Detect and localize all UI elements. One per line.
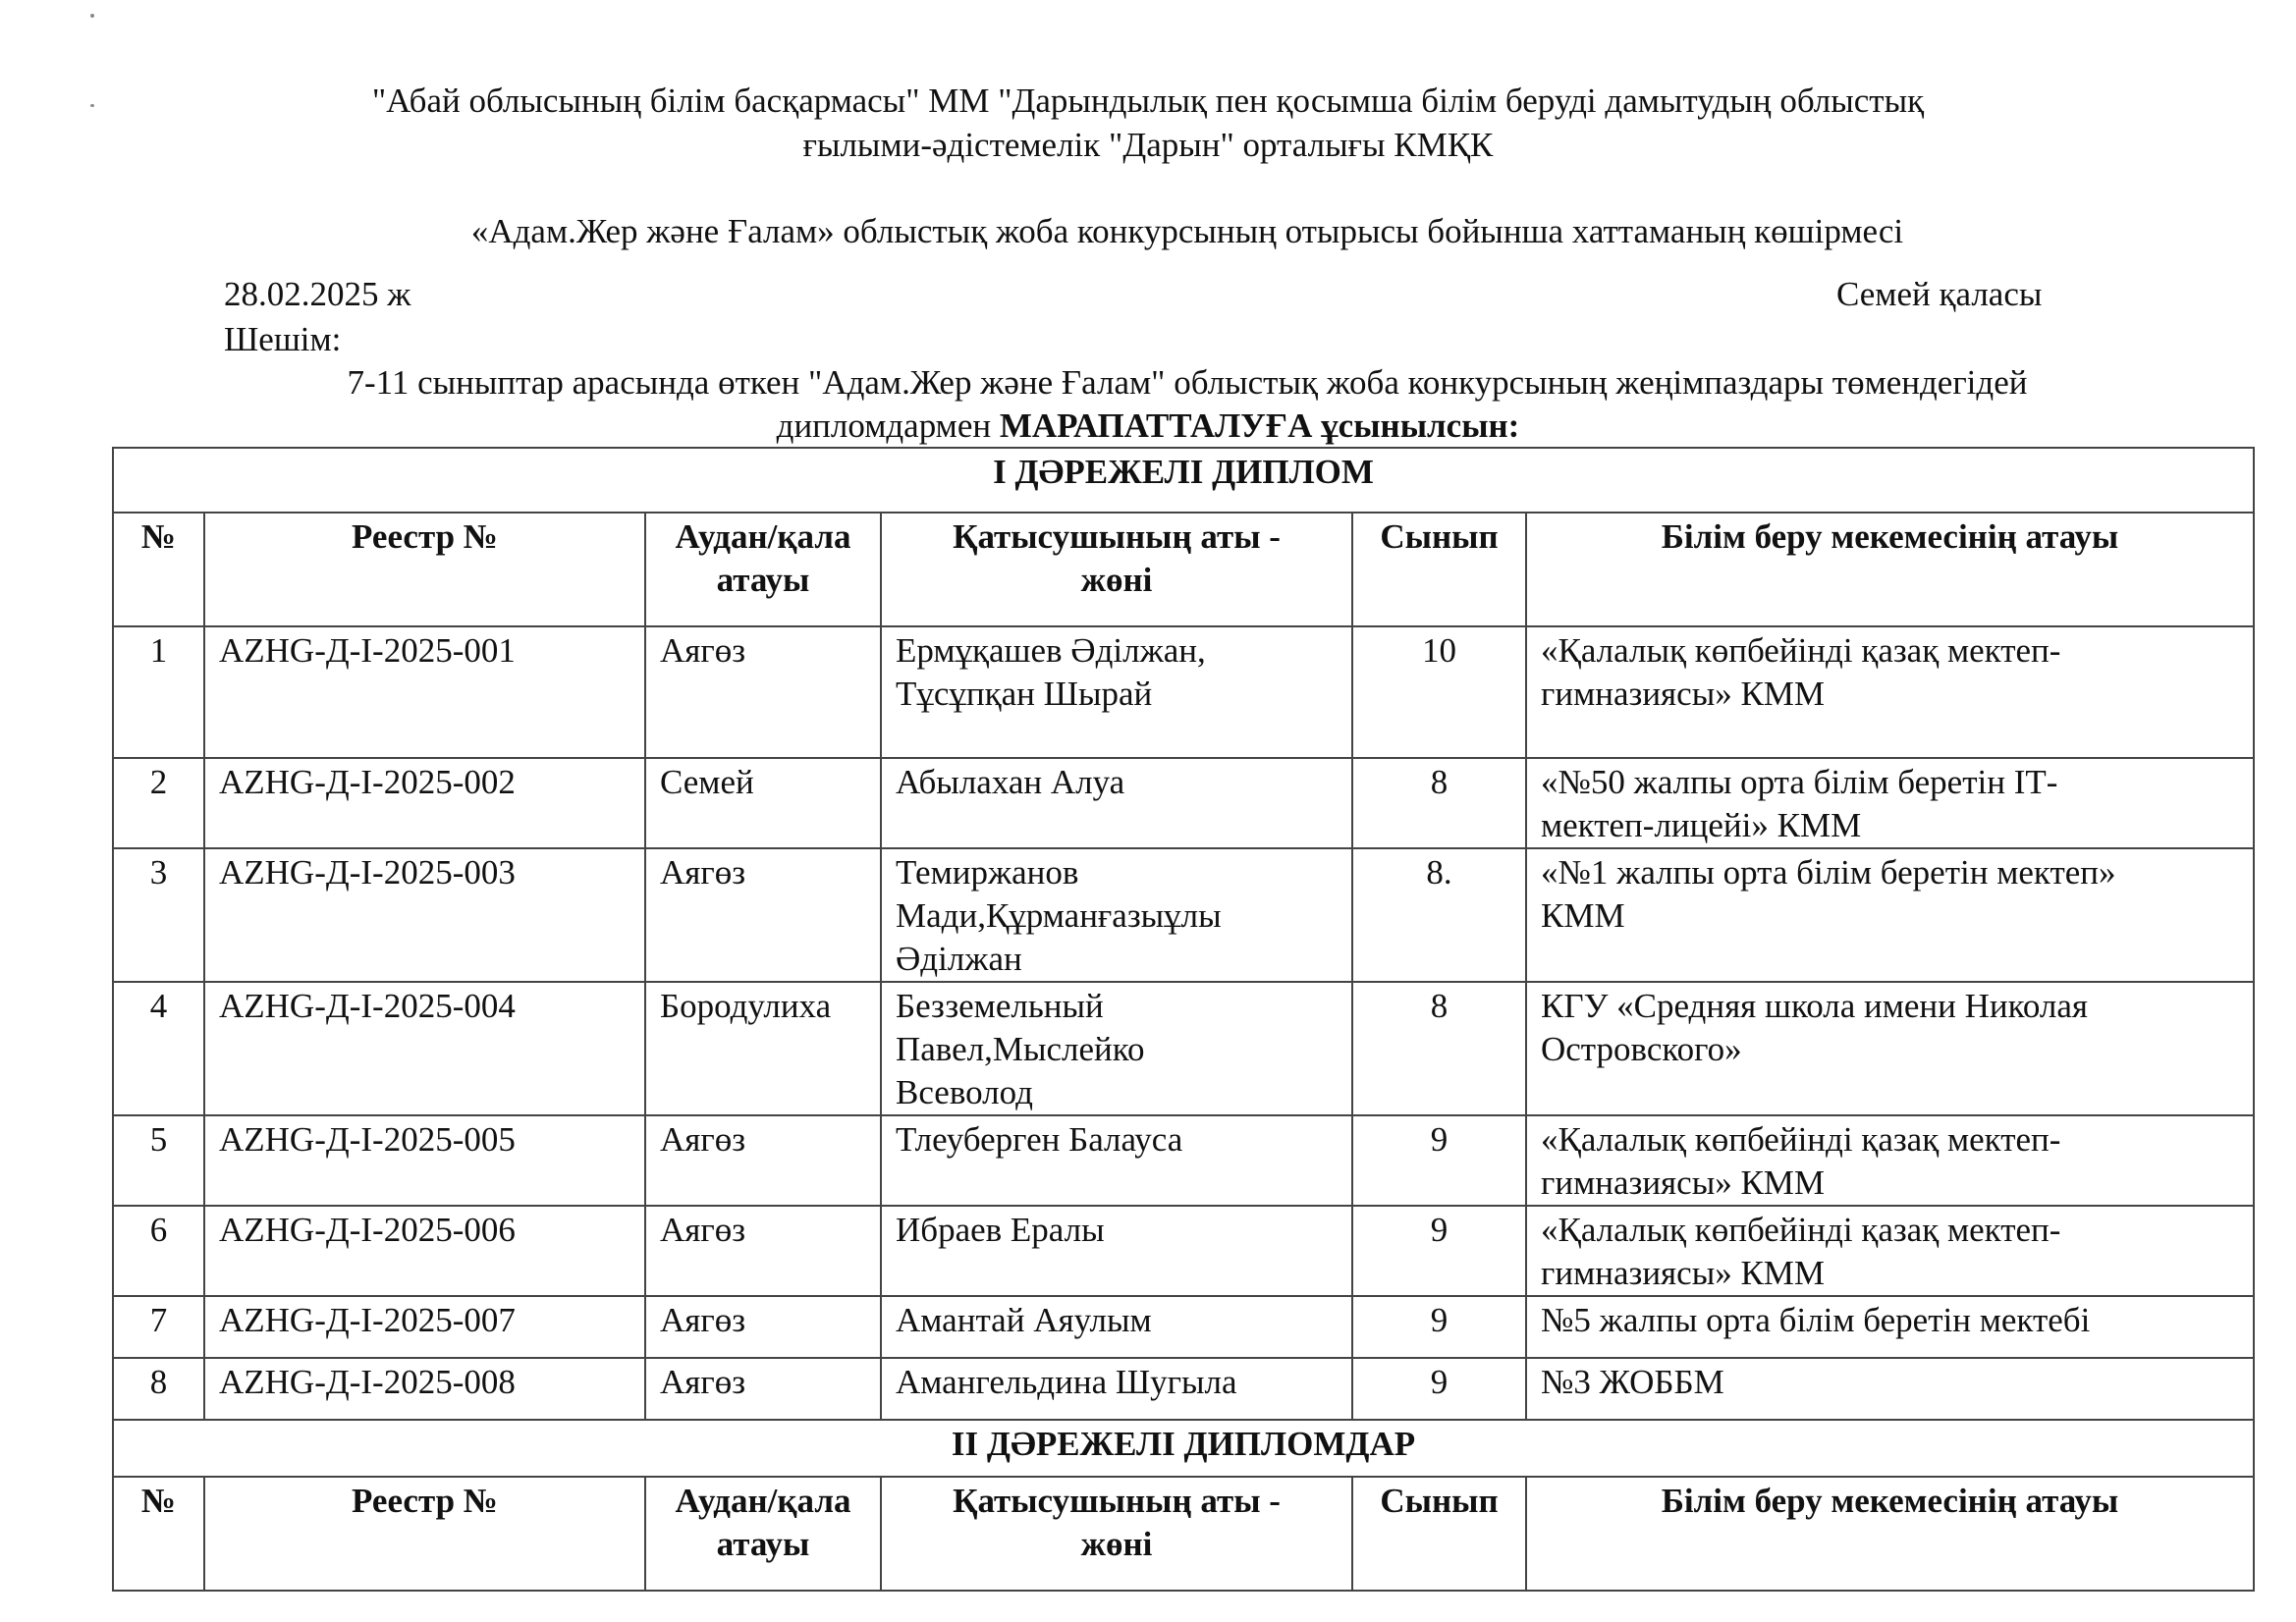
school-line: гимназиясы» КММ <box>1541 1163 1826 1202</box>
school-line: «№1 жалпы орта білім беретін мектеп» <box>1541 853 2116 892</box>
protocol-city: Семей қаласы <box>1836 275 2043 313</box>
cell-registry: AZHG-Д-І-2025-001 <box>204 626 645 758</box>
participant-line: Амантай Аяулым <box>896 1301 1152 1339</box>
cell-participant <box>881 1206 1352 1296</box>
cell-school <box>1526 626 2254 758</box>
cell-no: 7 <box>113 1296 204 1358</box>
cell-participant <box>881 1296 1352 1358</box>
cell-participant <box>881 758 1352 848</box>
table-row <box>113 626 2254 758</box>
participant-line: Темиржанов <box>896 853 1079 892</box>
cell-grade: 9 <box>1352 1206 1526 1296</box>
participant-line: Павел,Мыслейко <box>896 1030 1145 1068</box>
school-line: «№50 жалпы орта білім беретін ІТ- <box>1541 763 2058 801</box>
awards-table <box>112 447 2255 1592</box>
section1-title: І ДӘРЕЖЕЛІ ДИПЛОМ <box>113 448 2254 513</box>
cell-no: 2 <box>113 758 204 848</box>
participant-line: Всеволод <box>896 1073 1033 1111</box>
participant-line: Ибраев Ералы <box>896 1211 1105 1249</box>
participant-line: Безземельный <box>896 987 1104 1025</box>
col-header-district-line: атауы <box>716 561 810 599</box>
cell-no: 4 <box>113 982 204 1115</box>
col-header-no: № <box>113 1477 204 1591</box>
cell-district: Аягөз <box>645 1206 881 1296</box>
col-header-grade: Сынып <box>1352 513 1526 626</box>
participant-line: Мади,Құрманғазыұлы <box>896 896 1222 935</box>
protocol-date: 28.02.2025 ж <box>224 275 411 313</box>
decision-text-line2 <box>0 406 2296 446</box>
col-header-district <box>645 513 881 626</box>
school-line: гимназиясы» КММ <box>1541 1254 1826 1292</box>
cell-grade: 10 <box>1352 626 1526 758</box>
col-header-participant <box>881 513 1352 626</box>
cell-registry: AZHG-Д-І-2025-006 <box>204 1206 645 1296</box>
scan-speck <box>90 14 94 18</box>
cell-registry: AZHG-Д-І-2025-007 <box>204 1296 645 1358</box>
participant-line: Әділжан <box>896 940 1022 978</box>
col-header-grade: Сынып <box>1352 1477 1526 1591</box>
cell-school <box>1526 848 2254 982</box>
cell-registry: AZHG-Д-І-2025-003 <box>204 848 645 982</box>
cell-participant <box>881 848 1352 982</box>
col-header-participant-line: Қатысушының аты - <box>953 517 1281 556</box>
col-header-participant-line: жөні <box>1080 1525 1153 1563</box>
cell-participant <box>881 626 1352 758</box>
table-row <box>113 1296 2254 1358</box>
cell-grade: 8 <box>1352 758 1526 848</box>
school-line: №3 ЖОББМ <box>1541 1363 1724 1401</box>
decision-text-line1: 7-11 сыныптар арасында өткен "Адам.Жер және Ғалам" облыстық жоба конкурсының жеңімпаздары төмендегідей <box>347 363 2028 402</box>
participant-line: Тлеуберген Балауса <box>896 1120 1183 1159</box>
school-line: «Қалалық көпбейінді қазақ мектеп- <box>1541 1120 2061 1159</box>
cell-participant <box>881 1115 1352 1206</box>
table-row <box>113 1115 2254 1206</box>
cell-district: Аягөз <box>645 1358 881 1420</box>
table-row <box>113 1358 2254 1420</box>
table-header-row <box>113 1477 2254 1591</box>
school-line: «Қалалық көпбейінді қазақ мектеп- <box>1541 631 2061 670</box>
cell-participant <box>881 1358 1352 1420</box>
cell-grade: 9 <box>1352 1115 1526 1206</box>
col-header-district <box>645 1477 881 1591</box>
col-header-participant <box>881 1477 1352 1591</box>
cell-district: Аягөз <box>645 848 881 982</box>
cell-no: 3 <box>113 848 204 982</box>
col-header-participant-line: Қатысушының аты - <box>953 1482 1281 1520</box>
col-header-district-line: атауы <box>716 1525 810 1563</box>
cell-school <box>1526 758 2254 848</box>
cell-district: Аягөз <box>645 1115 881 1206</box>
table-row <box>113 758 2254 848</box>
participant-line: Амангельдина Шугыла <box>896 1363 1237 1401</box>
cell-no: 1 <box>113 626 204 758</box>
col-header-no: № <box>113 513 204 626</box>
cell-registry: AZHG-Д-І-2025-008 <box>204 1358 645 1420</box>
cell-registry: AZHG-Д-І-2025-005 <box>204 1115 645 1206</box>
cell-participant <box>881 982 1352 1115</box>
school-line: «Қалалық көпбейінді қазақ мектеп- <box>1541 1211 2061 1249</box>
decision-text-prefix: дипломдармен <box>776 406 1000 445</box>
col-header-participant-line: жөні <box>1080 561 1153 599</box>
cell-no: 5 <box>113 1115 204 1206</box>
table-row <box>113 1206 2254 1296</box>
cell-grade: 8. <box>1352 848 1526 982</box>
school-line: гимназиясы» КММ <box>1541 675 1826 713</box>
cell-registry: AZHG-Д-І-2025-004 <box>204 982 645 1115</box>
col-header-school: Білім беру мекемесінің атауы <box>1526 1477 2254 1591</box>
cell-no: 6 <box>113 1206 204 1296</box>
protocol-title: «Адам.Жер және Ғалам» облыстық жоба конкурсының отырысы бойынша хаттаманың көшірмесі <box>470 212 1904 250</box>
school-line: мектеп-лицейі» КММ <box>1541 806 1862 844</box>
col-header-registry: Реестр № <box>204 1477 645 1591</box>
table-row <box>113 982 2254 1115</box>
cell-school <box>1526 1115 2254 1206</box>
cell-school <box>1526 982 2254 1115</box>
school-line: Островского» <box>1541 1030 1742 1068</box>
org-name-line1: "Абай облысының білім басқармасы" ММ "Дарындылық пен қосымша білім беруді дамытудың облыстық <box>371 81 1925 120</box>
cell-school <box>1526 1206 2254 1296</box>
cell-no: 8 <box>113 1358 204 1420</box>
section2-title: ІІ ДӘРЕЖЕЛІ ДИПЛОМДАР <box>113 1420 2254 1477</box>
school-line: №5 жалпы орта білім беретін мектебі <box>1541 1301 2091 1339</box>
participant-line: Тұсұпқан Шырай <box>896 675 1153 713</box>
decision-label: Шешім: <box>224 320 342 358</box>
col-header-registry: Реестр № <box>204 513 645 626</box>
org-name-line2: ғылыми-әдістемелік "Дарын" орталығы КМҚК <box>802 126 1494 164</box>
participant-line: Ермұқашев Әділжан, <box>896 631 1206 670</box>
cell-grade: 8 <box>1352 982 1526 1115</box>
cell-district: Семей <box>645 758 881 848</box>
cell-district: Аягөз <box>645 1296 881 1358</box>
table-header-row <box>113 513 2254 626</box>
col-header-district-line: Аудан/қала <box>675 1482 851 1520</box>
cell-grade: 9 <box>1352 1296 1526 1358</box>
cell-school <box>1526 1296 2254 1358</box>
decision-text-bold: МАРАПАТТАЛУҒА ұсынылсын: <box>999 406 1520 445</box>
cell-registry: AZHG-Д-І-2025-002 <box>204 758 645 848</box>
cell-grade: 9 <box>1352 1358 1526 1420</box>
school-line: КГУ «Средняя школа имени Николая <box>1541 987 2088 1025</box>
participant-line: Абылахан Алуа <box>896 763 1125 801</box>
school-line: КММ <box>1541 896 1625 935</box>
cell-district: Бородулиха <box>645 982 881 1115</box>
table-row <box>113 848 2254 982</box>
col-header-school: Білім беру мекемесінің атауы <box>1526 513 2254 626</box>
cell-district: Аягөз <box>645 626 881 758</box>
cell-school <box>1526 1358 2254 1420</box>
col-header-district-line: Аудан/қала <box>675 517 851 556</box>
